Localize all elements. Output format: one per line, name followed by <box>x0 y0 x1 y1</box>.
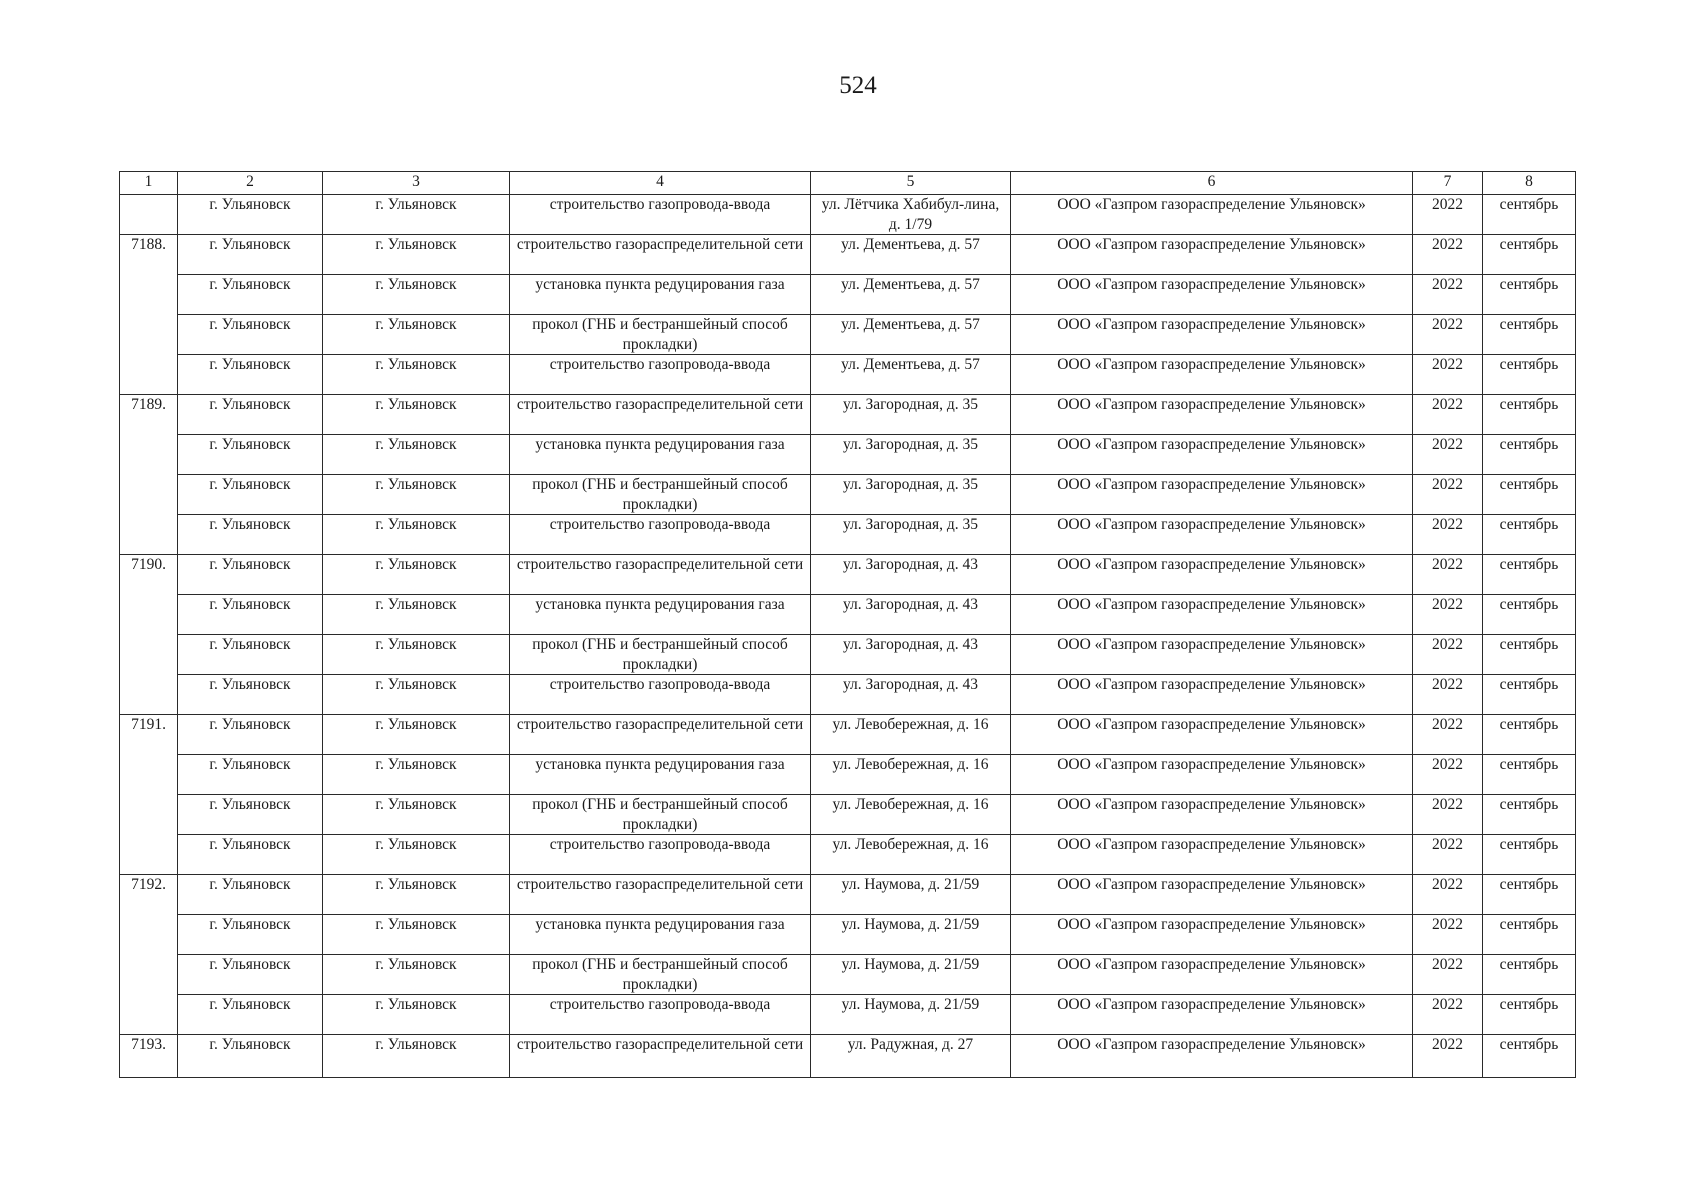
settlement-cell: г. Ульяновск <box>323 315 510 355</box>
address-cell: ул. Левобережная, д. 16 <box>811 755 1011 795</box>
work-type-cell: установка пункта редуцирования газа <box>510 595 811 635</box>
municipality-cell: г. Ульяновск <box>178 795 323 835</box>
year-cell: 2022 <box>1413 435 1483 475</box>
year-cell: 2022 <box>1413 715 1483 755</box>
municipality-cell: г. Ульяновск <box>178 715 323 755</box>
month-cell: сентябрь <box>1483 395 1576 435</box>
settlement-cell: г. Ульяновск <box>323 235 510 275</box>
month-cell: сентябрь <box>1483 675 1576 715</box>
month-cell: сентябрь <box>1483 315 1576 355</box>
work-type-cell: строительство газопровода-ввода <box>510 835 811 875</box>
organization-cell: ООО «Газпром газораспределение Ульяновск» <box>1011 955 1413 995</box>
year-cell: 2022 <box>1413 475 1483 515</box>
column-number-6: 6 <box>1011 172 1413 195</box>
page-number: 524 <box>839 72 877 99</box>
month-cell: сентябрь <box>1483 1035 1576 1078</box>
table-row <box>120 235 1576 275</box>
municipality-cell: г. Ульяновск <box>178 995 323 1035</box>
municipality-cell: г. Ульяновск <box>178 555 323 595</box>
municipality-cell: г. Ульяновск <box>178 1035 323 1078</box>
organization-cell: ООО «Газпром газораспределение Ульяновск» <box>1011 235 1413 275</box>
organization-cell: ООО «Газпром газораспределение Ульяновск» <box>1011 475 1413 515</box>
municipality-cell: г. Ульяновск <box>178 435 323 475</box>
municipality-cell: г. Ульяновск <box>178 395 323 435</box>
municipality-cell: г. Ульяновск <box>178 835 323 875</box>
column-number-1: 1 <box>120 172 178 195</box>
entry-number-cell: 7193. <box>120 1035 178 1078</box>
year-cell: 2022 <box>1413 755 1483 795</box>
column-number-row <box>120 172 1576 195</box>
municipality-cell: г. Ульяновск <box>178 195 323 235</box>
year-cell: 2022 <box>1413 675 1483 715</box>
settlement-cell: г. Ульяновск <box>323 715 510 755</box>
year-cell: 2022 <box>1413 315 1483 355</box>
settlement-cell: г. Ульяновск <box>323 755 510 795</box>
entry-number-cell <box>120 195 178 235</box>
address-cell: ул. Загородная, д. 43 <box>811 555 1011 595</box>
settlement-cell: г. Ульяновск <box>323 555 510 595</box>
column-number-5: 5 <box>811 172 1011 195</box>
municipality-cell: г. Ульяновск <box>178 235 323 275</box>
table-row <box>120 675 1576 715</box>
table-row <box>120 1035 1576 1078</box>
address-cell: ул. Дементьева, д. 57 <box>811 235 1011 275</box>
table-body <box>120 172 1576 1078</box>
settlement-cell: г. Ульяновск <box>323 595 510 635</box>
year-cell: 2022 <box>1413 235 1483 275</box>
work-type-cell: прокол (ГНБ и бестраншейный способ прокладки) <box>510 955 811 995</box>
table-row <box>120 955 1576 995</box>
year-cell: 2022 <box>1413 195 1483 235</box>
month-cell: сентябрь <box>1483 235 1576 275</box>
settlement-cell: г. Ульяновск <box>323 475 510 515</box>
work-type-cell: строительство газораспределительной сети <box>510 715 811 755</box>
settlement-cell: г. Ульяновск <box>323 875 510 915</box>
settlement-cell: г. Ульяновск <box>323 515 510 555</box>
address-cell: ул. Дементьева, д. 57 <box>811 355 1011 395</box>
month-cell: сентябрь <box>1483 635 1576 675</box>
municipality-cell: г. Ульяновск <box>178 475 323 515</box>
year-cell: 2022 <box>1413 355 1483 395</box>
settlement-cell: г. Ульяновск <box>323 795 510 835</box>
address-cell: ул. Наумова, д. 21/59 <box>811 915 1011 955</box>
month-cell: сентябрь <box>1483 875 1576 915</box>
table-row <box>120 595 1576 635</box>
organization-cell: ООО «Газпром газораспределение Ульяновск» <box>1011 675 1413 715</box>
settlement-cell: г. Ульяновск <box>323 835 510 875</box>
month-cell: сентябрь <box>1483 435 1576 475</box>
entry-number-cell: 7189. <box>120 395 178 555</box>
settlement-cell: г. Ульяновск <box>323 675 510 715</box>
municipality-cell: г. Ульяновск <box>178 315 323 355</box>
address-cell: ул. Загородная, д. 35 <box>811 395 1011 435</box>
address-cell: ул. Загородная, д. 35 <box>811 475 1011 515</box>
work-type-cell: строительство газопровода-ввода <box>510 515 811 555</box>
settlement-cell: г. Ульяновск <box>323 915 510 955</box>
settlement-cell: г. Ульяновск <box>323 955 510 995</box>
organization-cell: ООО «Газпром газораспределение Ульяновск» <box>1011 715 1413 755</box>
table-row <box>120 995 1576 1035</box>
organization-cell: ООО «Газпром газораспределение Ульяновск» <box>1011 515 1413 555</box>
work-schedule-table <box>119 171 1576 1078</box>
settlement-cell: г. Ульяновск <box>323 395 510 435</box>
column-number-2: 2 <box>178 172 323 195</box>
table-row <box>120 635 1576 675</box>
work-type-cell: строительство газопровода-ввода <box>510 675 811 715</box>
work-type-cell: строительство газораспределительной сети <box>510 235 811 275</box>
work-type-cell: установка пункта редуцирования газа <box>510 755 811 795</box>
month-cell: сентябрь <box>1483 475 1576 515</box>
month-cell: сентябрь <box>1483 755 1576 795</box>
table-row <box>120 475 1576 515</box>
address-cell: ул. Наумова, д. 21/59 <box>811 995 1011 1035</box>
settlement-cell: г. Ульяновск <box>323 275 510 315</box>
year-cell: 2022 <box>1413 635 1483 675</box>
table-row <box>120 435 1576 475</box>
address-cell: ул. Загородная, д. 35 <box>811 435 1011 475</box>
table-row <box>120 315 1576 355</box>
table-row <box>120 795 1576 835</box>
year-cell: 2022 <box>1413 515 1483 555</box>
month-cell: сентябрь <box>1483 275 1576 315</box>
address-cell: ул. Загородная, д. 43 <box>811 675 1011 715</box>
entry-number-cell: 7188. <box>120 235 178 395</box>
organization-cell: ООО «Газпром газораспределение Ульяновск» <box>1011 915 1413 955</box>
work-type-cell: строительство газопровода-ввода <box>510 995 811 1035</box>
year-cell: 2022 <box>1413 915 1483 955</box>
month-cell: сентябрь <box>1483 595 1576 635</box>
work-type-cell: строительство газораспределительной сети <box>510 1035 811 1078</box>
month-cell: сентябрь <box>1483 715 1576 755</box>
table-row <box>120 355 1576 395</box>
month-cell: сентябрь <box>1483 915 1576 955</box>
address-cell: ул. Загородная, д. 43 <box>811 595 1011 635</box>
municipality-cell: г. Ульяновск <box>178 355 323 395</box>
month-cell: сентябрь <box>1483 555 1576 595</box>
table-row <box>120 395 1576 435</box>
table-row <box>120 915 1576 955</box>
address-cell: ул. Левобережная, д. 16 <box>811 835 1011 875</box>
organization-cell: ООО «Газпром газораспределение Ульяновск» <box>1011 315 1413 355</box>
table-row <box>120 835 1576 875</box>
year-cell: 2022 <box>1413 995 1483 1035</box>
address-cell: ул. Радужная, д. 27 <box>811 1035 1011 1078</box>
address-cell: ул. Дементьева, д. 57 <box>811 275 1011 315</box>
year-cell: 2022 <box>1413 875 1483 915</box>
table-row <box>120 555 1576 595</box>
address-cell: ул. Загородная, д. 35 <box>811 515 1011 555</box>
address-cell: ул. Левобережная, д. 16 <box>811 795 1011 835</box>
work-type-cell: строительство газораспределительной сети <box>510 555 811 595</box>
work-type-cell: установка пункта редуцирования газа <box>510 915 811 955</box>
entry-number-cell: 7190. <box>120 555 178 715</box>
table-row <box>120 515 1576 555</box>
address-cell: ул. Лётчика Хабибул-лина, д. 1/79 <box>811 195 1011 235</box>
year-cell: 2022 <box>1413 555 1483 595</box>
municipality-cell: г. Ульяновск <box>178 635 323 675</box>
month-cell: сентябрь <box>1483 995 1576 1035</box>
organization-cell: ООО «Газпром газораспределение Ульяновск» <box>1011 795 1413 835</box>
year-cell: 2022 <box>1413 275 1483 315</box>
work-type-cell: строительство газопровода-ввода <box>510 195 811 235</box>
organization-cell: ООО «Газпром газораспределение Ульяновск» <box>1011 835 1413 875</box>
work-type-cell: установка пункта редуцирования газа <box>510 275 811 315</box>
organization-cell: ООО «Газпром газораспределение Ульяновск» <box>1011 1035 1413 1078</box>
settlement-cell: г. Ульяновск <box>323 635 510 675</box>
table-row <box>120 875 1576 915</box>
work-type-cell: прокол (ГНБ и бестраншейный способ прокладки) <box>510 315 811 355</box>
month-cell: сентябрь <box>1483 195 1576 235</box>
settlement-cell: г. Ульяновск <box>323 355 510 395</box>
settlement-cell: г. Ульяновск <box>323 1035 510 1078</box>
municipality-cell: г. Ульяновск <box>178 595 323 635</box>
entry-number-cell: 7191. <box>120 715 178 875</box>
work-type-cell: прокол (ГНБ и бестраншейный способ прокладки) <box>510 635 811 675</box>
month-cell: сентябрь <box>1483 355 1576 395</box>
address-cell: ул. Наумова, д. 21/59 <box>811 955 1011 995</box>
work-type-cell: строительство газораспределительной сети <box>510 875 811 915</box>
work-type-cell: строительство газопровода-ввода <box>510 355 811 395</box>
column-number-7: 7 <box>1413 172 1483 195</box>
table-row <box>120 275 1576 315</box>
organization-cell: ООО «Газпром газораспределение Ульяновск» <box>1011 995 1413 1035</box>
address-cell: ул. Наумова, д. 21/59 <box>811 875 1011 915</box>
table-row <box>120 715 1576 755</box>
year-cell: 2022 <box>1413 795 1483 835</box>
column-number-8: 8 <box>1483 172 1576 195</box>
year-cell: 2022 <box>1413 395 1483 435</box>
organization-cell: ООО «Газпром газораспределение Ульяновск» <box>1011 595 1413 635</box>
entry-number-cell: 7192. <box>120 875 178 1035</box>
municipality-cell: г. Ульяновск <box>178 515 323 555</box>
year-cell: 2022 <box>1413 955 1483 995</box>
municipality-cell: г. Ульяновск <box>178 675 323 715</box>
table-row <box>120 755 1576 795</box>
month-cell: сентябрь <box>1483 835 1576 875</box>
organization-cell: ООО «Газпром газораспределение Ульяновск» <box>1011 635 1413 675</box>
work-type-cell: прокол (ГНБ и бестраншейный способ прокладки) <box>510 795 811 835</box>
municipality-cell: г. Ульяновск <box>178 755 323 795</box>
month-cell: сентябрь <box>1483 795 1576 835</box>
settlement-cell: г. Ульяновск <box>323 435 510 475</box>
settlement-cell: г. Ульяновск <box>323 195 510 235</box>
municipality-cell: г. Ульяновск <box>178 275 323 315</box>
column-number-3: 3 <box>323 172 510 195</box>
work-type-cell: установка пункта редуцирования газа <box>510 435 811 475</box>
organization-cell: ООО «Газпром газораспределение Ульяновск» <box>1011 875 1413 915</box>
month-cell: сентябрь <box>1483 515 1576 555</box>
municipality-cell: г. Ульяновск <box>178 955 323 995</box>
address-cell: ул. Загородная, д. 43 <box>811 635 1011 675</box>
column-number-4: 4 <box>510 172 811 195</box>
year-cell: 2022 <box>1413 835 1483 875</box>
organization-cell: ООО «Газпром газораспределение Ульяновск» <box>1011 755 1413 795</box>
organization-cell: ООО «Газпром газораспределение Ульяновск» <box>1011 395 1413 435</box>
organization-cell: ООО «Газпром газораспределение Ульяновск» <box>1011 555 1413 595</box>
address-cell: ул. Дементьева, д. 57 <box>811 315 1011 355</box>
organization-cell: ООО «Газпром газораспределение Ульяновск» <box>1011 275 1413 315</box>
municipality-cell: г. Ульяновск <box>178 915 323 955</box>
table-row <box>120 195 1576 235</box>
month-cell: сентябрь <box>1483 955 1576 995</box>
address-cell: ул. Левобережная, д. 16 <box>811 715 1011 755</box>
organization-cell: ООО «Газпром газораспределение Ульяновск» <box>1011 435 1413 475</box>
year-cell: 2022 <box>1413 1035 1483 1078</box>
work-type-cell: прокол (ГНБ и бестраншейный способ прокладки) <box>510 475 811 515</box>
organization-cell: ООО «Газпром газораспределение Ульяновск» <box>1011 195 1413 235</box>
settlement-cell: г. Ульяновск <box>323 995 510 1035</box>
work-type-cell: строительство газораспределительной сети <box>510 395 811 435</box>
year-cell: 2022 <box>1413 595 1483 635</box>
organization-cell: ООО «Газпром газораспределение Ульяновск» <box>1011 355 1413 395</box>
municipality-cell: г. Ульяновск <box>178 875 323 915</box>
